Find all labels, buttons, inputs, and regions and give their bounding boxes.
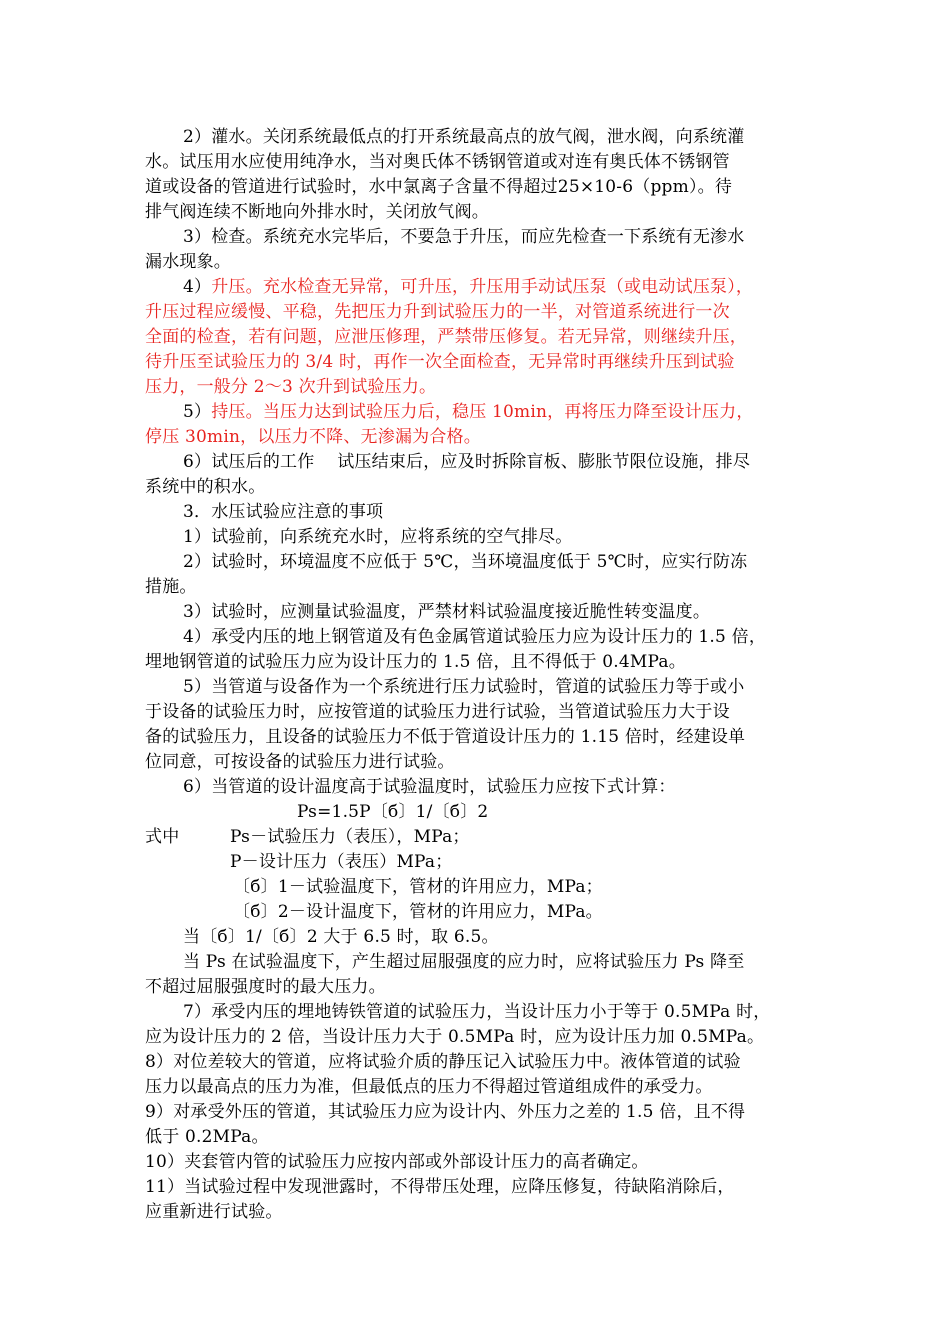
para-fill-water: 水。试压用水应使用纯净水，当对奥氏体不锈钢管道或对连有奥氏体不锈钢管 bbox=[145, 152, 730, 172]
note-item: 于设备的试验压力时，应按管道的试验压力进行试验，当管道试验压力大于设 bbox=[145, 702, 730, 722]
section-heading: 3．水压试验应注意的事项 bbox=[183, 502, 384, 522]
para-inspect: 3）检查。系统充水完毕后，不要急于升压，而应先检查一下系统有无渗水 bbox=[183, 227, 745, 247]
para-pressurize: 全面的检查，若有问题，应泄压修理，严禁带压修复。若无异常，则继续升压， bbox=[145, 327, 747, 347]
note-item: 备的试验压力，且设备的试验压力不低于管道设计压力的 1.15 倍时，经建设单 bbox=[145, 727, 746, 747]
note-item: 埋地钢管道的试验压力应为设计压力的 1.5 倍，且不得低于 0.4MPa。 bbox=[145, 652, 686, 672]
note-item: 5）当管道与设备作为一个系统进行压力试验时，管道的试验压力等于或小 bbox=[183, 677, 745, 697]
para-pressurize bbox=[183, 276, 753, 298]
variable-definition: 〔б〕1－试验温度下，管材的许用应力，MPa； bbox=[233, 877, 603, 897]
note-item: 7）承受内压的埋地铸铁管道的试验压力，当设计压力小于等于 0.5MPa 时， bbox=[183, 1002, 771, 1022]
para-pressurize: 压力，一般分 2～3 次升到试验压力。 bbox=[145, 377, 437, 397]
para-number: 5） bbox=[183, 402, 212, 422]
para-fill-water: 排气阀连续不断地向外排水时，关闭放气阀。 bbox=[145, 202, 489, 222]
note-item: 9）对承受外压的管道，其试验压力应为设计内、外压力之差的 1.5 倍，且不得 bbox=[145, 1102, 746, 1122]
para-pressurize: 升压过程应缓慢、平稳，先把压力升到试验压力的一半，对管道系统进行一次 bbox=[145, 302, 730, 322]
note-item: 8）对位差较大的管道，应将试验介质的静压记入试验压力中。液体管道的试验 bbox=[145, 1052, 741, 1072]
note-item: 当〔б〕1/〔б〕2 大于 6.5 时，取 6.5。 bbox=[183, 927, 499, 947]
para-fill-water: 道或设备的管道进行试验时，水中氯离子含量不得超过25×10-6（ppm）。待 bbox=[145, 177, 733, 197]
variable-definition: Ps－试验压力（表压），MPa； bbox=[230, 827, 470, 847]
note-item: 6）当管道的设计温度高于试验温度时，试验压力应按下式计算： bbox=[183, 777, 676, 797]
variable-definition: P－设计压力（表压）MPa； bbox=[230, 852, 453, 872]
note-item: 2）试验时，环境温度不应低于 5℃，当环境温度低于 5℃时，应实行防冻 bbox=[183, 552, 748, 572]
note-item: 不超过屈服强度时的最大压力。 bbox=[145, 977, 386, 997]
para-pressurize: 待升压至试验压力的 3/4 时，再作一次全面检查，无异常时再继续升压到试验 bbox=[145, 352, 735, 372]
note-item: 措施。 bbox=[145, 577, 197, 597]
note-item: 位同意，可按设备的试验压力进行试验。 bbox=[145, 752, 455, 772]
where-label: 式中 bbox=[145, 827, 180, 847]
note-item: 当 Ps 在试验温度下，产生超过屈服强度的应力时，应将试验压力 Ps 降至 bbox=[183, 952, 745, 972]
note-item: 3）试验时，应测量试验温度，严禁材料试验温度接近脆性转变温度。 bbox=[183, 602, 711, 622]
para-after-test: 系统中的积水。 bbox=[145, 477, 266, 497]
note-item: 11）当试验过程中发现泄露时，不得带压处理，应降压修复，待缺陷消除后， bbox=[145, 1177, 735, 1197]
para-inspect: 漏水现象。 bbox=[145, 252, 231, 272]
variable-definition: 〔б〕2－设计温度下，管材的许用应力，MPa。 bbox=[233, 902, 603, 922]
highlighted-text: 持压。当压力达到试验压力后，稳压 10min，再将压力降至设计压力， bbox=[211, 402, 754, 422]
para-hold-pressure: 停压 30min，以压力不降、无渗漏为合格。 bbox=[145, 427, 481, 447]
para-after-test: 6）试压后的工作 试压结束后，应及时拆除盲板、膨胀节限位设施，排尽 bbox=[183, 452, 751, 472]
note-item: 1）试验前，向系统充水时，应将系统的空气排尽。 bbox=[183, 527, 573, 547]
note-item: 10）夹套管内管的试验压力应按内部或外部设计压力的高者确定。 bbox=[145, 1152, 649, 1172]
formula: Ps=1.5P〔б〕1/〔б〕2 bbox=[297, 802, 489, 822]
para-number: 4） bbox=[183, 277, 212, 297]
para-hold-pressure bbox=[183, 401, 754, 423]
note-item: 应为设计压力的 2 倍，当设计压力大于 0.5MPa 时，应为设计压力加 0.5MPa。 bbox=[145, 1027, 765, 1047]
para-fill-water: 2）灌水。关闭系统最低点的打开系统最高点的放气阀，泄水阀，向系统灌 bbox=[183, 127, 745, 147]
note-item: 应重新进行试验。 bbox=[145, 1202, 283, 1222]
note-item: 低于 0.2MPa。 bbox=[145, 1127, 269, 1147]
note-item: 4）承受内压的地上钢管道及有色金属管道试验压力应为设计压力的 1.5 倍， bbox=[183, 627, 767, 647]
note-item: 压力以最高点的压力为准，但最低点的压力不得超过管道组成件的承受力。 bbox=[145, 1077, 713, 1097]
highlighted-text: 升压。充水检查无异常，可升压，升压用手动试压泵（或电动试压泵）， bbox=[211, 277, 754, 297]
